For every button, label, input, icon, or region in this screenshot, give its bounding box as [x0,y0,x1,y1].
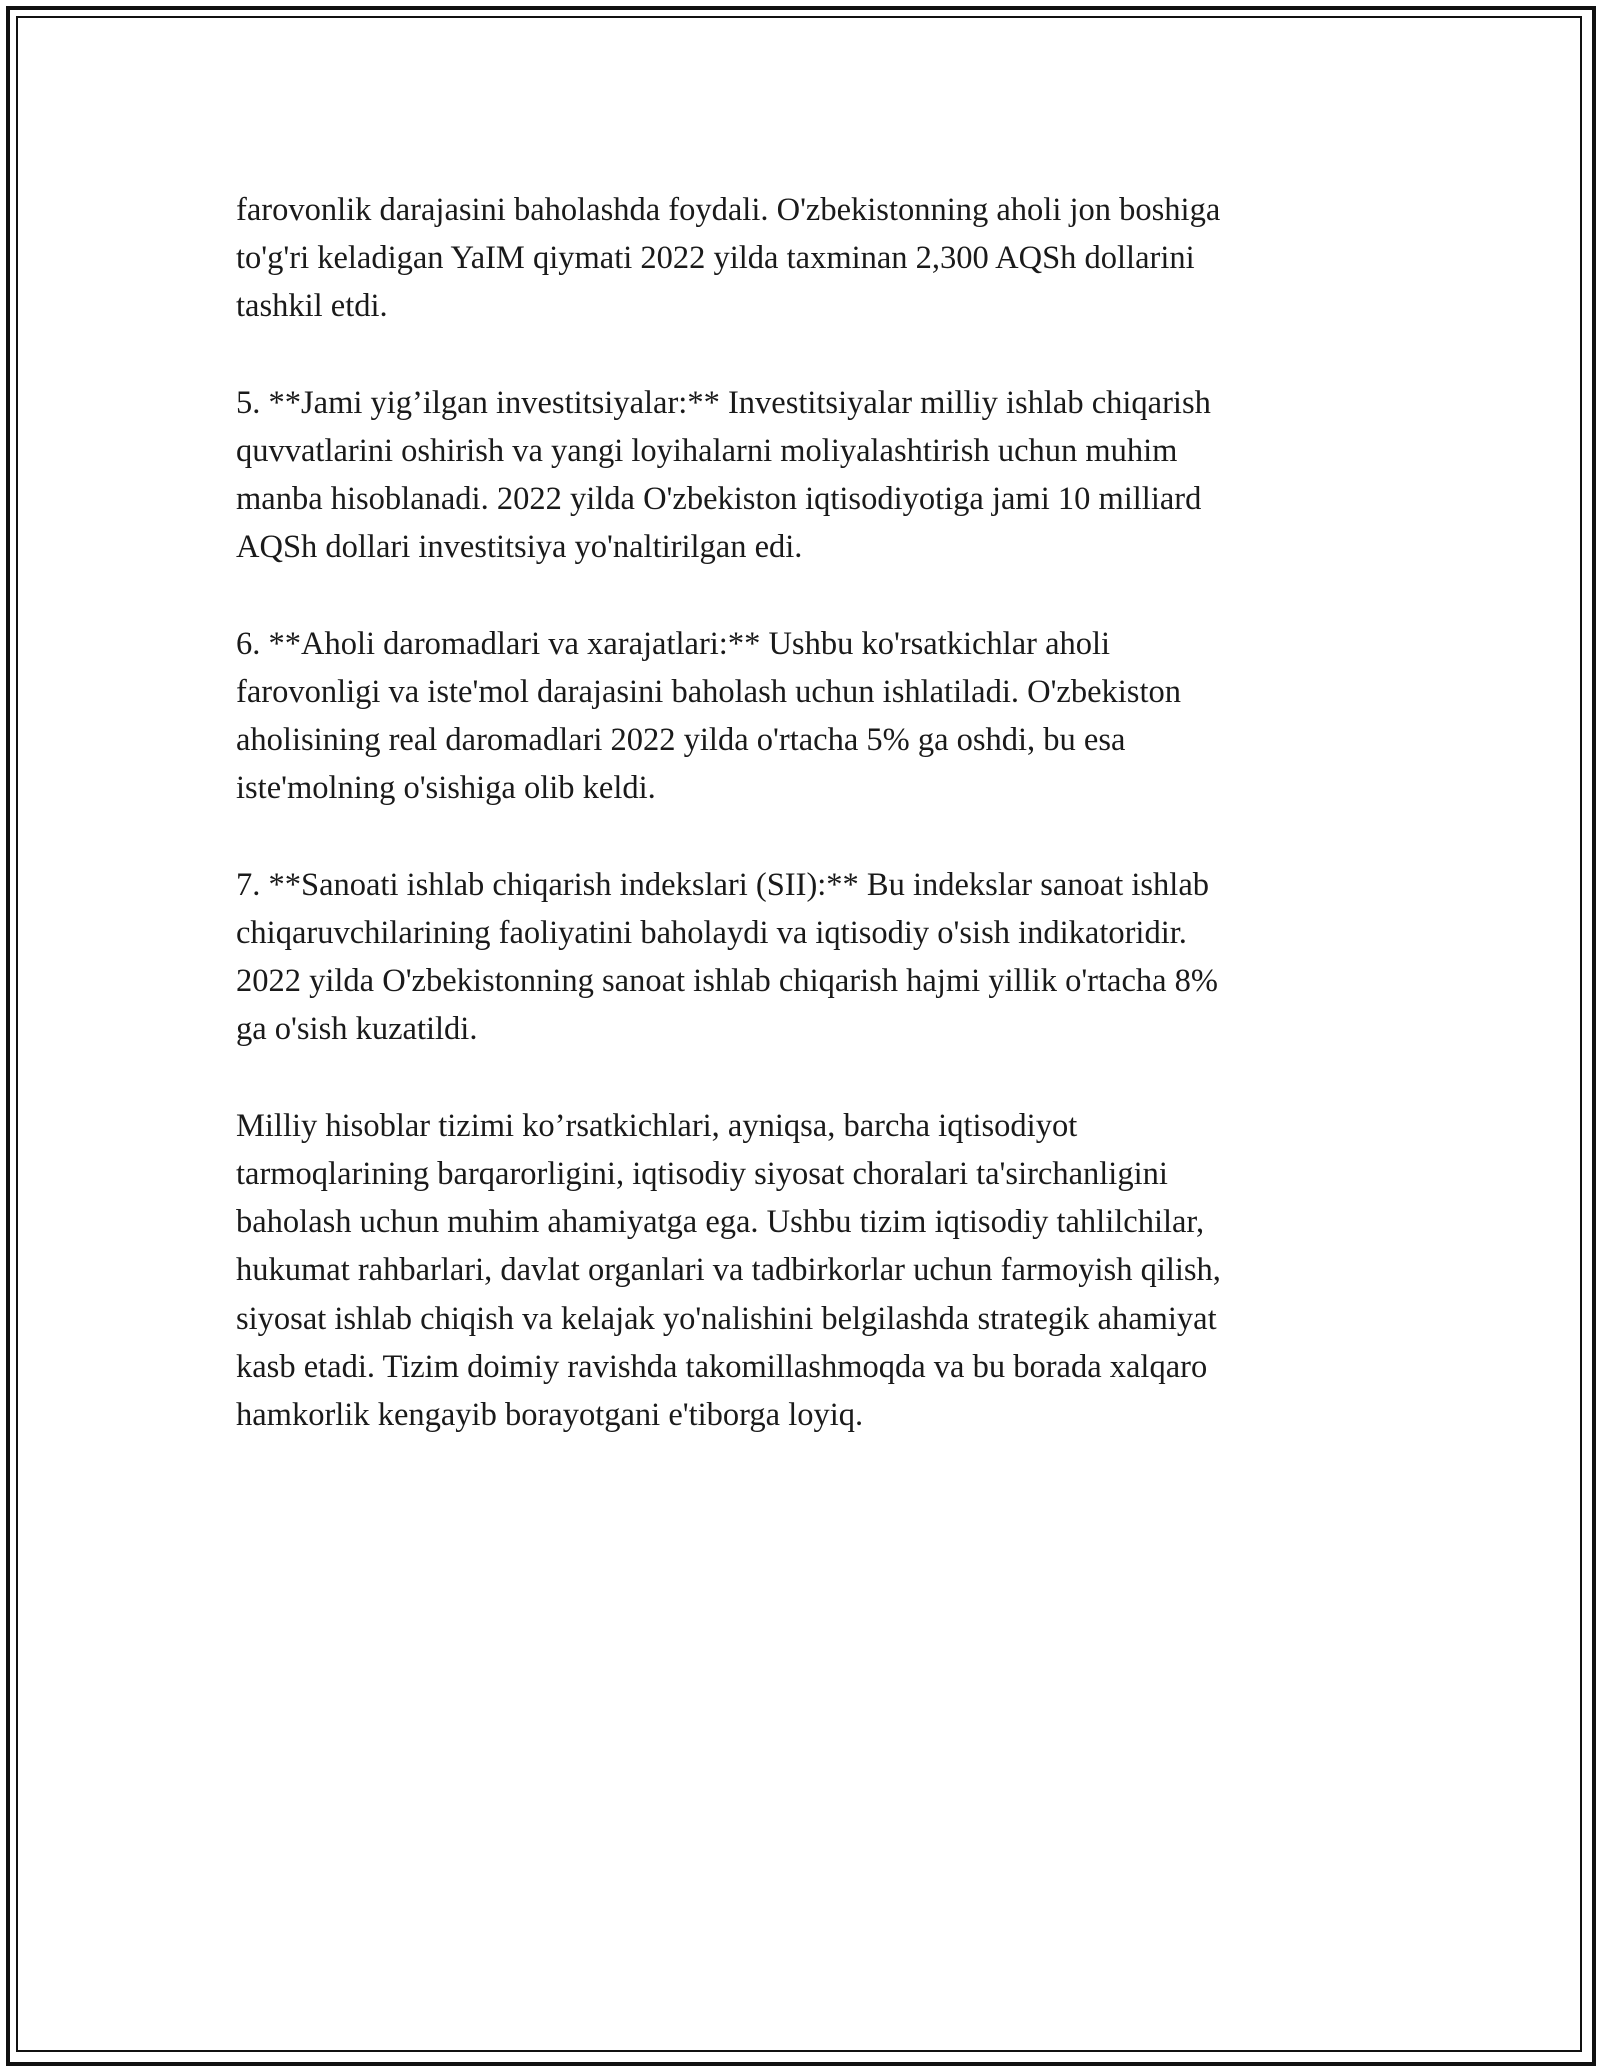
paragraph-total-investments: 5. **Jami yig’ilgan investitsiyalar:** Investitsiyalar milliy ishlab chiqarish quvvatlarini oshirish va yangi loyihalarni moliyalashtirish uchun muhim manba hisoblanadi. 2022 yilda O'zbekiston iqtisodiyotiga jami 10 milliard AQSh dollari investitsiya yo'naltirilgan edi. [236,384,1211,566]
paragraph-conclusion: Milliy hisoblar tizimi ko’rsatkichlari, ayniqsa, barcha iqtisodiyot tarmoqlarining barqarorligini, iqtisodiy siyosat choralari ta'sirchanligini baholash uchun muhim ahamiyatga ega. Ushbu tizim iqtisodiy tahlilchilar, hukumat rahbarlari, davlat organlari va tadbirkorlar uchun farmoyish qilish, siyosat ishlab chiqish va kelajak yo'nalishini belgilashda strategik ahamiyat kasb etadi. Tizim doimiy ravishda takomillashmoqda va bu borada xalqaro hamkorlik kengayib borayotgani e'tiborga loyiq. [236,1107,1221,1434]
paragraph-income-expenses: 6. **Aholi daromadlari va xarajatlari:** Ushbu ko'rsatkichlar aholi farovonligi va iste'mol darajasini baholash uchun ishlatiladi. O'zbekiston aholisining real daromadlari 2022 yilda o'rtacha 5% ga oshdi, bu esa iste'molning o'sishiga olib keldi. [236,625,1181,807]
document-body [236,186,1366,1487]
paragraph-industrial-indices: 7. **Sanoati ishlab chiqarish indekslari (SII):** Bu indekslar sanoat ishlab chiqaruvchilarining faoliyatini baholaydi va iqtisodiy o'sish indikatoridir. 2022 yilda O'zbekistonning sanoat ishlab chiqarish hajmi yillik o'rtacha 8% ga o'sish kuzatildi. [236,866,1218,1048]
paragraph-gdp-per-capita: farovonlik darajasini baholashda foydali. O'zbekistonning aholi jon boshiga to'g'ri keladigan YaIM qiymati 2022 yilda taxminan 2,300 AQSh dollarini tashkil etdi. [236,192,1221,325]
